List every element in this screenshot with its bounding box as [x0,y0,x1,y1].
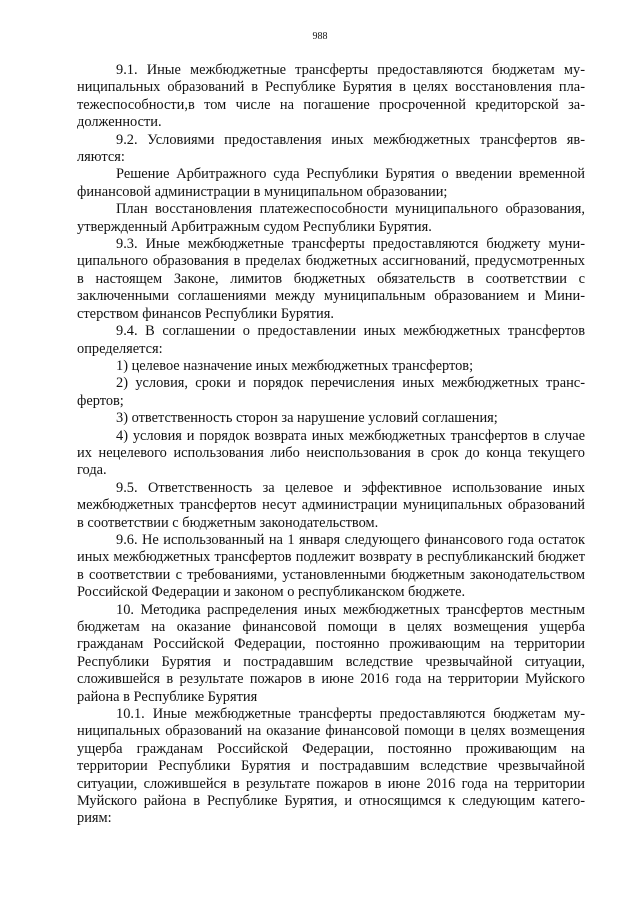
paragraph-condition-recovery-plan: План восстановления платежеспособности муниципального образования, утвержденный Арбитражным судом Республики Бурятия. [77,201,585,235]
paragraph-9-2: 9.2. Условиями предоставления иных межбюджетных трансфертов являются: [77,131,585,166]
paragraph-9-1: 9.1. Иные межбюджетные трансферты предоставляются бюджетам муниципальных образований в Республике Бурятия в целях восстановления платежеспособности,в том числе на погашение просроченной кредиторской задолженности. [77,62,585,131]
list-item-3: 3) ответственность сторон за нарушение условий соглашения; [116,410,498,427]
list-item-2: 2) условия, сроки и порядок перечисления иных межбюджетных трансфертов; [77,375,585,409]
paragraph-condition-court-decision: Решение Арбитражного суда Республики Бурятия о введении временной финансовой администрации в муниципальном образовании; [77,166,585,200]
paragraph-10-1: 10.1. Иные межбюджетные трансферты предоставляются бюджетам муниципальных образований на оказание финансовой помощи в целях возмещения ущерба гражданам Российской Федерации, постоянно проживающим на территории Республики Бурятия и пострадавшим вследствие чрезвычайной ситуации, сложившейся в результате пожаров в июне 2016 года на территории Муйского района в Республике Бурятия, и относящимся к следующим категориям: [77,706,585,827]
list-item-4: 4) условия и порядок возврата иных межбюджетных трансфертов в случае их нецелевого использования либо неиспользования в срок до конца текущего года. [77,427,585,479]
document-body [77,62,585,828]
page-number: 988 [312,31,328,42]
paragraph-9-6: 9.6. Не использованный на 1 января следующего финансового года остаток иных межбюджетных трансфертов подлежит возврату в республиканский бюджет в соответствии с требованиями, установленными бюджетным законодательством Российской Федерации и законом о республиканском бюджете. [77,531,585,601]
section-10-heading: 10. Методика распределения иных межбюджетных трансфертов местным бюджетам на оказание финансовой помощи в целях возмещения ущерба гражданам Российской Федерации, постоянно проживающим на территории Республики Бурятия и пострадавшим вследствие чрезвычайной ситуации, сложившейся в результате пожаров в июне 2016 года на территории Муйского района в Республике Бурятия [77,601,585,705]
paragraph-9-4: 9.4. В соглашении о предоставлении иных межбюджетных трансфертов определяется: [77,323,585,357]
list-item-1: 1) целевое назначение иных межбюджетных трансфертов; [116,357,474,374]
paragraph-9-5: 9.5. Ответственность за целевое и эффективное использование иных межбюджетных трансфертов несут администрации муниципальных образований в соответствии с бюджетным законодательством. [77,479,585,531]
paragraph-9-3: 9.3. Иные межбюджетные трансферты предоставляются бюджету муниципального образования в пределах бюджетных ассигнований, предусмотренных в настоящем Законе, лимитов бюджетных обязательств в соответствии с заключенными соглашениями между муниципальным образованием и Министерством финансов Республики Бурятия. [77,236,585,322]
